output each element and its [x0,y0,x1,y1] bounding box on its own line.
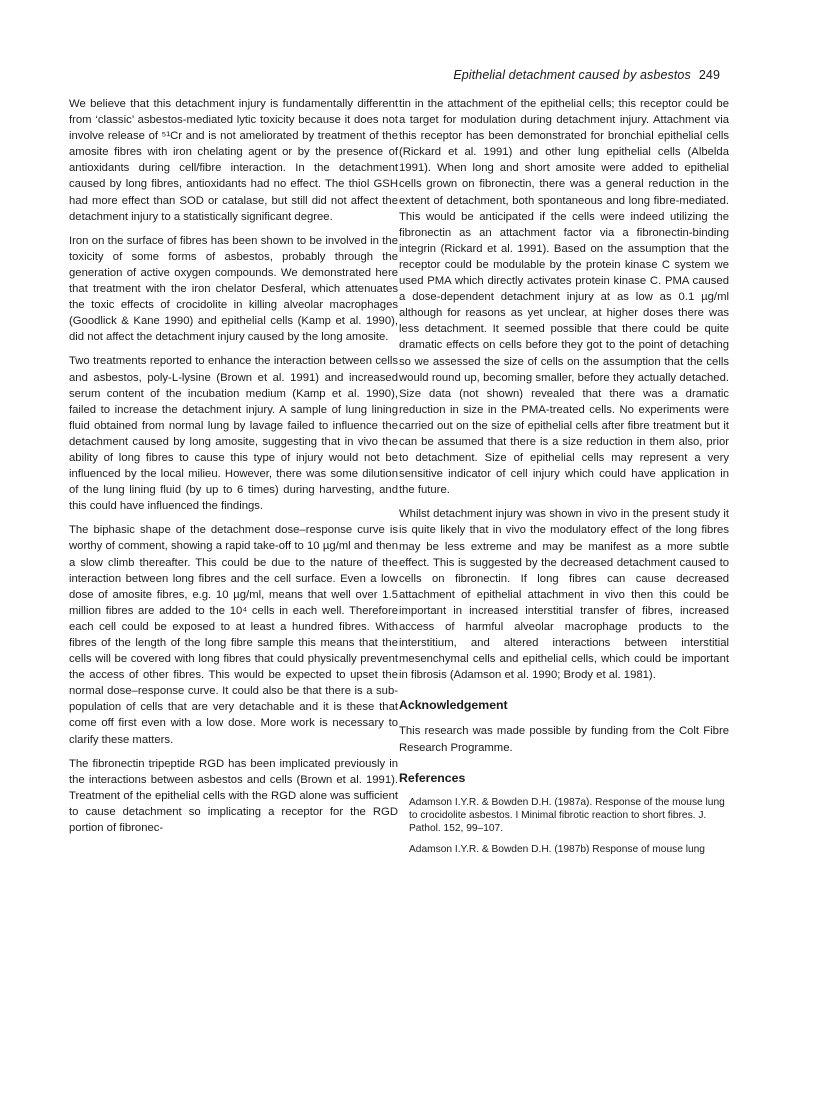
paragraph-in-vivo: Whilst detachment injury was shown in vivo in the present study it is quite likely that in vivo the modulatory effect of the long fibres may be less extreme and may be manifest as a more subtle effect. This is suggested by the decreased detachment caused to cells on fibronectin. If long fibres can cause decreased attachment of epithelial attachment in vivo then this could be important in increased interstitial transfer of fibres, increased access of harmful alveolar macrophage products to the interstitium, and altered interactions between interstitial mesenchymal cells and epithelial cells, which could be important in fibrosis (Adamson et al. 1990; Brody et al. 1981). [399,508,729,682]
running-head-title: Epithelial detachment caused by asbestos [453,68,691,82]
page-number: 249 [698,68,720,82]
paragraph-iron-chelator: Iron on the surface of fibres has been shown to be involved in the toxicity of some forms of asbestos, probably through the generation of active oxygen compounds. We demonstrated here that treatment with the iron chelator Desferal, which attenuates the toxic effects of crocidolite in killing alveolar macrophages (Goodlick & Kane 1990) and epithelial cells (Kamp et al. 1990), did not affect the detachment injury caused by the long amosite. [69,234,398,344]
running-head [453,68,720,82]
paragraph-biphasic-curve: The biphasic shape of the detachment dose–response curve is worthy of comment, showing a rapid take-off to 10 µg/ml and then a slow climb thereafter. This could be due to the nature of the interaction between long fibres and the cell surface. Even a low dose of amosite fibres, e.g. 10 µg/ml, means that well over 1.5 million fibres are added to the 10⁴ cells in each well. Therefore each cell could be exposed to at least a hundred fibres. With fibres of the length of the long fibre sample this means that the cells will be covered with long fibres that could physically prevent the access of other fibres. This would be expected to upset the normal dose–response curve. It could also be that there is a sub-population of cells that are very detachable and it is these that come off first even with a low dose. More work is necessary to clarify these matters. [69,524,398,746]
right-column [399,96,729,864]
paragraph-rgd-tripeptide: The fibronectin tripeptide RGD has been implicated previously in the interactions between asbestos and cells (Brown et al. 1991). Treatment of the epithelial cells with the RGD alone was sufficient to cause detachment so implicating a receptor for the RGD portion of fibronec- [69,757,398,835]
reference-item: Adamson I.Y.R. & Bowden D.H. (1987a). Response of the mouse lung to crocidolite asbestos. I Minimal fibrotic reaction to short fibres. J. Pathol. 152, 99–107. [409,796,725,834]
left-column [69,96,398,844]
paragraph-detachment-difference: We believe that this detachment injury is fundamentally different from ‘classic’ asbestos-mediated lytic toxicity because it does not involve release of ⁵¹Cr and is not ameliorated by treatment of the amosite fibres with iron chelating agent or by the presence of antioxidants during cell/fibre interaction. In the detachment caused by long fibres, antioxidants had no effect. The thiol GSH had more effect than SOD or catalase, but still did not affect the detachment injury to a statistically significant degree. [69,98,398,223]
reference-item: Adamson I.Y.R. & Bowden D.H. (1987b) Response of mouse lung [409,843,705,855]
paragraph-fibronectin-receptor: tin in the attachment of the epithelial cells; this receptor could be a target for modulation during detachment injury. Attachment via this receptor has been demonstrated for bronchial epithelial cells (Rickard et al. 1991) and other lung epithelial cells (Albelda 1991). When long and short amosite were added to epithelial cells grown on fibronectin, there was a general reduction in the extent of detachment, both spontaneous and long fibre-mediated. This would be anticipated if the cells were indeed utilizing the fibronectin as an attachment factor via a fibronectin-binding integrin (Rickard et al. 1991). Based on the assumption that the receptor could be modulable by the protein kinase C system we used PMA which directly activates protein kinase C. PMA caused a dose-dependent detachment injury at as low as 0.1 µg/ml although for reasons as yet unclear, at higher doses there was less detachment. It seemed possible that there could be quite dramatic effects on cells before they got to the point of detaching so we assessed the size of cells on the assumption that the cells would round up, becoming smaller, before they actually detached. Size data (not shown) revealed that there was a dramatic reduction in size in the PMA-treated cells. No experiments were carried out on the size of epithelial cells after fibre treatment but it can be assumed that there is a size reduction in them also, prior to detachment. Size of epithelial cells may represent a very sensitive indicator of cell injury which could have application in the future. [399,98,729,497]
acknowledgement-heading: Acknowledgement [399,698,508,713]
paragraph-enhancing-treatments: Two treatments reported to enhance the interaction between cells and asbestos, poly-L-lysine (Brown et al. 1991) and increased serum content of the incubation medium (Kamp et al. 1990), failed to increase the detachment injury. A sample of lung lining fluid obtained from normal lung by lavage failed to influence the detachment caused by long amosite, suggesting that in vivo the ability of long fibres to cause this type of injury would not be influenced by the local milieu. However, there was some dilution of the lung lining fluid (by up to 6 times) during harvesting, and this could have influenced the findings. [69,355,398,513]
acknowledgement-text: This research was made possible by funding from the Colt Fibre Research Programme. [399,725,729,754]
references-heading: References [399,770,466,785]
